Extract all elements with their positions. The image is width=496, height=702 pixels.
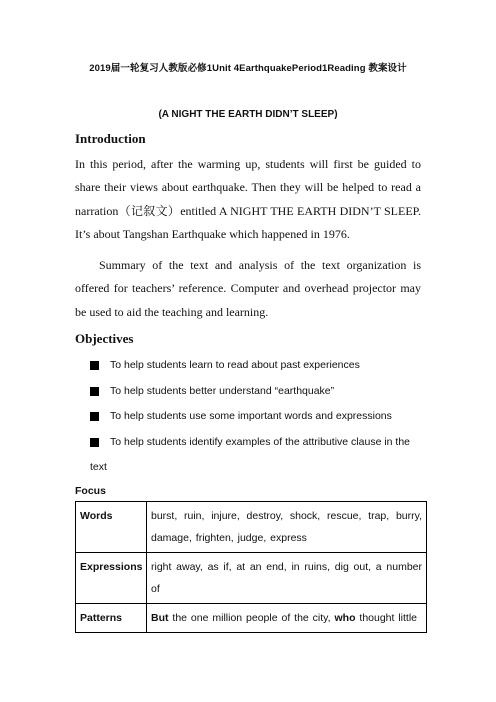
table-cell-value xyxy=(147,603,427,632)
objectives-list xyxy=(75,353,421,481)
square-bullet-icon xyxy=(90,438,99,447)
focus-table xyxy=(75,501,427,633)
objective-text: To help students use some important words and expressions xyxy=(110,410,392,423)
table-cell-value: right away, as if, at an end, in ruins, dig out, a number of xyxy=(147,552,427,603)
introduction-paragraph-1: In this period, after the warming up, students will first be guided to share their views about earthquake. Then they will be helped to read a narration（记叙文）entitled A NIGHT THE EARTH DIDN’T SLEEP. It’s about Tangshan Earthquake which happened in 1976. xyxy=(75,157,421,241)
objective-text: To help students learn to read about past experiences xyxy=(110,359,360,372)
document-subtitle: (A NIGHT THE EARTH DIDN’T SLEEP) xyxy=(158,109,338,120)
square-bullet-icon xyxy=(90,387,99,396)
table-cell-label: Words xyxy=(76,501,147,552)
table-row xyxy=(76,603,427,632)
pattern-keyword: who xyxy=(334,611,356,624)
table-row xyxy=(76,501,427,552)
square-bullet-icon xyxy=(90,412,99,421)
list-item xyxy=(90,404,421,430)
table-cell-label: Expressions xyxy=(76,552,147,603)
objective-text: To help students better understand “earthquake” xyxy=(110,384,335,397)
table-cell-label: Patterns xyxy=(76,603,147,632)
document-title: 2019届一轮复习人教版必修1Unit 4EarthquakePeriod1Reading 教案设计 xyxy=(89,63,407,74)
introduction-heading: Introduction xyxy=(75,131,146,146)
list-item xyxy=(90,379,421,405)
objectives-heading: Objectives xyxy=(75,331,134,347)
list-item-continuation xyxy=(90,455,421,481)
pattern-keyword: But xyxy=(151,611,169,624)
objective-text: To help students identify examples of the attributive clause in the xyxy=(110,435,411,448)
table-cell-value: burst, ruin, injure, destroy, shock, rescue, trap, burry, damage, frighten, judge, express xyxy=(147,501,427,552)
focus-label: Focus xyxy=(75,484,106,497)
pattern-text: the one million people of the city, xyxy=(168,611,335,624)
list-item xyxy=(90,353,421,379)
table-row xyxy=(76,552,427,603)
introduction-paragraph-2: Summary of the text and analysis of the text organization is offered for teachers’ reference. Computer and overhead projector may be used to aid the teaching and learning. xyxy=(75,258,421,319)
document-content xyxy=(75,130,421,633)
pattern-text: thought little xyxy=(355,611,418,624)
square-bullet-icon xyxy=(90,361,99,370)
list-item xyxy=(90,430,421,456)
objective-text: text xyxy=(90,461,107,474)
